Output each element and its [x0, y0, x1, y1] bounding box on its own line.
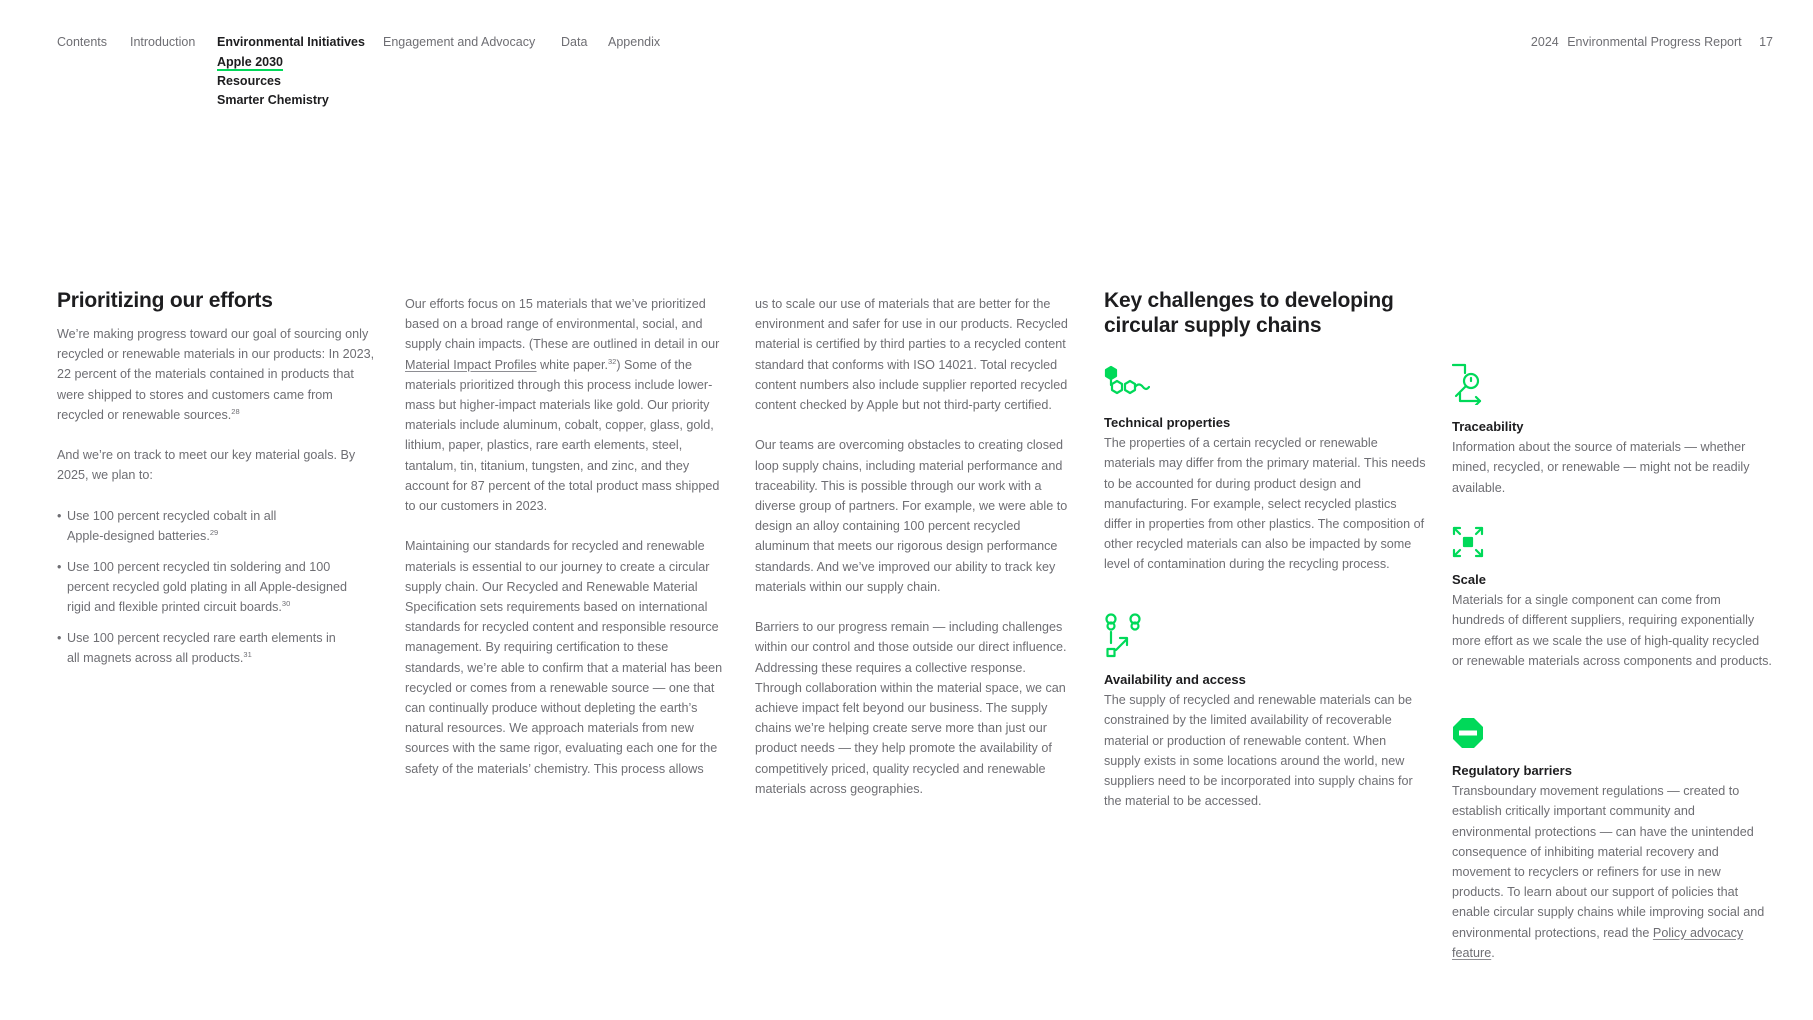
footnote-ref[interactable]: 32 [608, 356, 617, 366]
nav-appendix[interactable]: Appendix [608, 35, 661, 49]
body-column-2 [405, 294, 730, 799]
subnav-resources[interactable]: Resources [217, 74, 281, 88]
traceability-icon [1452, 363, 1772, 411]
challenge-title: Availability and access [1104, 672, 1246, 688]
footnote-ref[interactable]: 29 [209, 528, 219, 537]
obstacles-paragraph: Our teams are overcoming obstacles to creating closed loop supply chains, including material performance and traceability. This is possible through our work with a diverse group of partners. For example, we were able to design an alloy containing 100 percent recycled aluminum that meets our rigorous design performance standards. And we’ve improved our ability to track key materials within our supply chain. [755, 438, 1068, 594]
page-number: 17 [1759, 35, 1773, 49]
footnote-ref[interactable]: 28 [231, 406, 240, 416]
list-item: • Use 100 percent recycled rare earth elements in all magnets across all products.$^{31}$ [57, 628, 347, 668]
challenge-title: Regulatory barriers [1452, 763, 1572, 779]
certification-paragraph: us to scale our use of materials that are better for the environment and safer for use in our products. Recycled material is certified by third parties to a recycled content standard that conforms with ISO 14021. Total recycled content numbers also include supplier reported recycled content checked by Apple but not third-party certified. [755, 297, 1068, 413]
material-impact-profiles-link[interactable]: Material Impact Profiles [405, 357, 537, 372]
list-item: • Use 100 percent recycled cobalt in all Apple-designed batteries.$^{29}$ [57, 506, 289, 546]
barriers-paragraph: Barriers to our progress remain — including challenges within our control and those outside our direct influence. Addressing these requires a collective response. Through collaboration within the material space, we can achieve impact felt beyond our business. The supply chains we’re helping create serve more than just our product needs — they help promote the availability of competitively priced, quality recycled and renewable materials across geographies. [755, 620, 1067, 796]
challenge-title: Traceability [1452, 419, 1524, 435]
challenge-text: Information about the source of materials — whether mined, recycled, or renewable — might not be readily available. [1452, 440, 1750, 495]
policy-advocacy-link[interactable]: Policy advocacy feature [1452, 925, 1744, 960]
challenge-text: The properties of a certain recycled or renewable materials may differ from the primary material. This needs to be accounted for during product design and manufacturing. For example, select recycled plastics differ in properties from other plastics. The composition of other recycled materials can also be impacted by some level of contamination during the recycling process. [1104, 436, 1426, 572]
footnote-ref[interactable]: 30 [281, 599, 291, 609]
challenge-title: Technical properties [1104, 415, 1231, 431]
nav-engagement-advocacy[interactable]: Engagement and Advocacy [383, 35, 536, 49]
challenge-availability-access [1104, 612, 1426, 811]
nav-data[interactable]: Data [561, 35, 588, 49]
subnav-apple-2030[interactable]: Apple 2030 [217, 55, 284, 69]
body-column-3 [755, 294, 1073, 819]
footnote-ref[interactable]: 31 [243, 650, 252, 660]
challenges-heading: Key challenges to developing circular supply chains [1104, 289, 1394, 337]
challenge-title: Scale [1452, 572, 1486, 588]
molecule-icon [1104, 363, 1426, 407]
availability-icon [1104, 612, 1426, 664]
list-item: • Use 100 percent recycled tin soldering and 100 percent recycled gold plating in all Apple-designed rigid and flexible printed circuit boards.$^{30}$ [57, 557, 372, 618]
challenge-text: Materials for a single component can come from hundreds of different suppliers, requiring exponentially more effort as we scale the use of high-quality recycled or renewable materials across components and products. [1452, 593, 1772, 668]
nav-contents[interactable]: Contents [57, 35, 108, 49]
report-title: Environmental Progress Report [1567, 35, 1742, 49]
subnav-smarter-chemistry[interactable]: Smarter Chemistry [217, 93, 329, 107]
page-title: Prioritizing our efforts [57, 289, 273, 312]
priorities-column [57, 324, 375, 679]
priorities-intro: We’re making progress toward our goal of sourcing only recycled or renewable materials in our products: In 2023, 22 percent of the materials contained in products that were shipped to stores and customers came from recycled or renewable sources.$^{28}$ [57, 327, 375, 422]
challenge-technical-properties [1104, 363, 1426, 575]
challenge-text: Transboundary movement regulations — created to establish critically important community and environmental protections — can have the unintended consequence of inhibiting material recovery and movement to recyclers or refiners for use in new products. To learn about our support of policies that enable circular supply chains while improving social and environmental protections, read the Policy advocacy feature. [1452, 784, 1765, 960]
goals-list [57, 506, 375, 668]
report-year: 2024 [1530, 35, 1559, 49]
nav-introduction[interactable]: Introduction [130, 35, 196, 49]
report-header [1531, 35, 1773, 49]
challenge-traceability [1452, 363, 1772, 498]
materials-paragraph: Our efforts focus on 15 materials that we’ve prioritized based on a broad range of environmental, social, and supply chain impacts. (These are outlined in detail in our Material Impact Profiles white paper.$^{32}$) Some of the materials prioritized through this process include lower-mass but higher-impact materials like gold. Our priority materials include aluminum, cobalt, copper, glass, gold, lithium, paper, plastics, rare earth elements, steel, tantalum, tin, titanium, tungsten, and zinc, and they account for 87 percent of the total product mass shipped to our customers in 2023. [405, 297, 720, 514]
challenge-text: The supply of recycled and renewable materials can be constrained by the limited availability of recoverable material or production of renewable content. When supply exists in some locations around the world, new suppliers need to be incorporated into supply chains for the material to be accessed. [1104, 693, 1413, 809]
challenge-regulatory-barriers [1452, 717, 1772, 963]
nav-environmental-initiatives[interactable]: Environmental Initiatives [217, 35, 365, 49]
scale-icon [1452, 526, 1772, 564]
goals-intro: And we’re on track to meet our key material goals. By 2025, we plan to: [57, 448, 356, 483]
sub-nav [217, 53, 329, 110]
no-entry-icon [1452, 717, 1772, 755]
standards-paragraph: Maintaining our standards for recycled and renewable materials is essential to our journey to create a circular supply chain. Our Recycled and Renewable Material Specification sets requirements based on international standards for recycled content and responsible resource management. By requiring certification to these standards, we’re able to confirm that a material has been recycled or comes from a renewable source — one that can continually produce without depleting the earth’s natural resources. We approach materials from new sources with the same rigor, evaluating each one for the safety of the materials’ chemistry. This process allows [405, 539, 723, 776]
challenge-scale [1452, 526, 1772, 671]
